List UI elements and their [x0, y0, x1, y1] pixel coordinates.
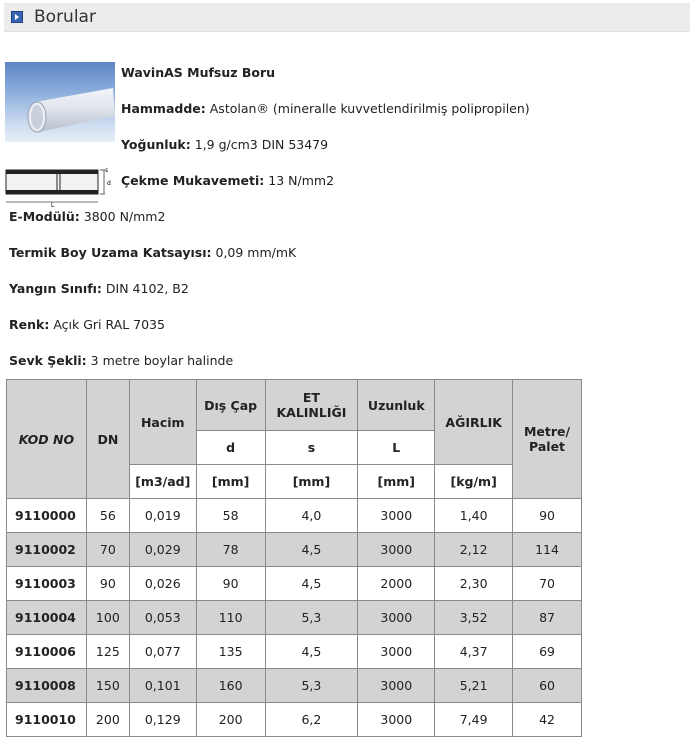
cell-pallet: 42: [513, 703, 582, 737]
cell-dn: 150: [86, 669, 129, 703]
table-row: [7, 703, 582, 737]
cell-pallet: 60: [513, 669, 582, 703]
header-weight-unit: [kg/m]: [435, 465, 513, 499]
table-row: [7, 499, 582, 533]
fire-class-line: Yangın Sınıfı: DIN 4102, B2: [9, 281, 189, 296]
cell-dn: 90: [86, 567, 129, 601]
cell-dn: 56: [86, 499, 129, 533]
pipe-spec-table: [6, 379, 582, 737]
cell-wall: 5,3: [265, 601, 358, 635]
header-wall-thickness: ET KALINLIĞI: [265, 380, 358, 431]
cell-dn: 200: [86, 703, 129, 737]
cell-length: 3000: [358, 499, 435, 533]
cell-length: 3000: [358, 703, 435, 737]
cell-weight: 1,40: [435, 499, 513, 533]
cell-code: 9110008: [7, 669, 87, 703]
cell-pallet: 69: [513, 635, 582, 669]
header-volume: Hacim: [129, 380, 196, 465]
header-length-symbol: L: [358, 431, 435, 465]
material-line: Hammadde: Astolan® (mineralle kuvvetlendirilmiş polipropilen): [121, 101, 530, 116]
cell-pallet: 87: [513, 601, 582, 635]
table-row: [7, 635, 582, 669]
cell-weight: 2,12: [435, 533, 513, 567]
cell-pallet: 70: [513, 567, 582, 601]
cell-wall: 5,3: [265, 669, 358, 703]
cell-dn: 100: [86, 601, 129, 635]
header-volume-unit: [m3/ad]: [129, 465, 196, 499]
header-weight: AĞIRLIK: [435, 380, 513, 465]
pipe-photo: [5, 62, 115, 142]
arrow-right-icon: [11, 11, 23, 23]
table-row: [7, 567, 582, 601]
cell-wall: 4,0: [265, 499, 358, 533]
cell-volume: 0,077: [129, 635, 196, 669]
cell-code: 9110010: [7, 703, 87, 737]
cell-code: 9110000: [7, 499, 87, 533]
table-row: [7, 601, 582, 635]
cell-weight: 7,49: [435, 703, 513, 737]
diagram-l-label: L: [51, 202, 55, 208]
header-outer-diameter: Dış Çap: [196, 380, 265, 431]
table-row: [7, 669, 582, 703]
cell-pallet: 90: [513, 499, 582, 533]
section-header: [4, 3, 690, 32]
diagram-s-label: s: [105, 167, 109, 174]
header-dn: DN: [86, 380, 129, 499]
header-length-unit: [mm]: [358, 465, 435, 499]
cell-outer: 90: [196, 567, 265, 601]
cell-pallet: 114: [513, 533, 582, 567]
cell-outer: 58: [196, 499, 265, 533]
tensile-line: Çekme Mukavemeti: 13 N/mm2: [121, 173, 335, 188]
page-title: Borular: [34, 7, 96, 27]
header-code: KOD NO: [7, 380, 87, 499]
header-outer-symbol: d: [196, 431, 265, 465]
cell-outer: 78: [196, 533, 265, 567]
product-name: WavinAS Mufsuz Boru: [121, 65, 276, 80]
cell-outer: 200: [196, 703, 265, 737]
cell-wall: 4,5: [265, 567, 358, 601]
cell-length: 3000: [358, 635, 435, 669]
cell-volume: 0,019: [129, 499, 196, 533]
cell-dn: 70: [86, 533, 129, 567]
cell-length: 3000: [358, 669, 435, 703]
cell-code: 9110006: [7, 635, 87, 669]
shipping-line: Sevk Şekli: 3 metre boylar halinde: [9, 353, 234, 368]
cell-volume: 0,026: [129, 567, 196, 601]
cell-dn: 125: [86, 635, 129, 669]
table-row: [7, 533, 582, 567]
cell-length: 3000: [358, 533, 435, 567]
cell-outer: 110: [196, 601, 265, 635]
header-wall-symbol: s: [265, 431, 358, 465]
cell-weight: 4,37: [435, 635, 513, 669]
cell-outer: 160: [196, 669, 265, 703]
expansion-line: Termik Boy Uzama Katsayısı: 0,09 mm/mK: [9, 245, 297, 260]
modulus-line: E-Modülü: 3800 N/mm2: [9, 209, 166, 224]
cell-volume: 0,029: [129, 533, 196, 567]
cell-volume: 0,101: [129, 669, 196, 703]
cell-code: 9110002: [7, 533, 87, 567]
cell-code: 9110004: [7, 601, 87, 635]
cell-outer: 135: [196, 635, 265, 669]
header-outer-unit: [mm]: [196, 465, 265, 499]
cell-weight: 2,30: [435, 567, 513, 601]
cell-weight: 5,21: [435, 669, 513, 703]
diagram-d-label: d: [107, 180, 111, 187]
cell-weight: 3,52: [435, 601, 513, 635]
cell-wall: 4,5: [265, 635, 358, 669]
cell-code: 9110003: [7, 567, 87, 601]
cell-volume: 0,129: [129, 703, 196, 737]
header-pallet: Metre/ Palet: [513, 380, 582, 499]
cell-length: 2000: [358, 567, 435, 601]
color-line: Renk: Açık Gri RAL 7035: [9, 317, 165, 332]
header-wall-unit: [mm]: [265, 465, 358, 499]
header-length: Uzunluk: [358, 380, 435, 431]
cell-volume: 0,053: [129, 601, 196, 635]
cell-wall: 6,2: [265, 703, 358, 737]
cell-wall: 4,5: [265, 533, 358, 567]
cell-length: 3000: [358, 601, 435, 635]
pipe-dimension-diagram: [5, 164, 115, 208]
density-line: Yoğunluk: 1,9 g/cm3 DIN 53479: [121, 137, 329, 152]
